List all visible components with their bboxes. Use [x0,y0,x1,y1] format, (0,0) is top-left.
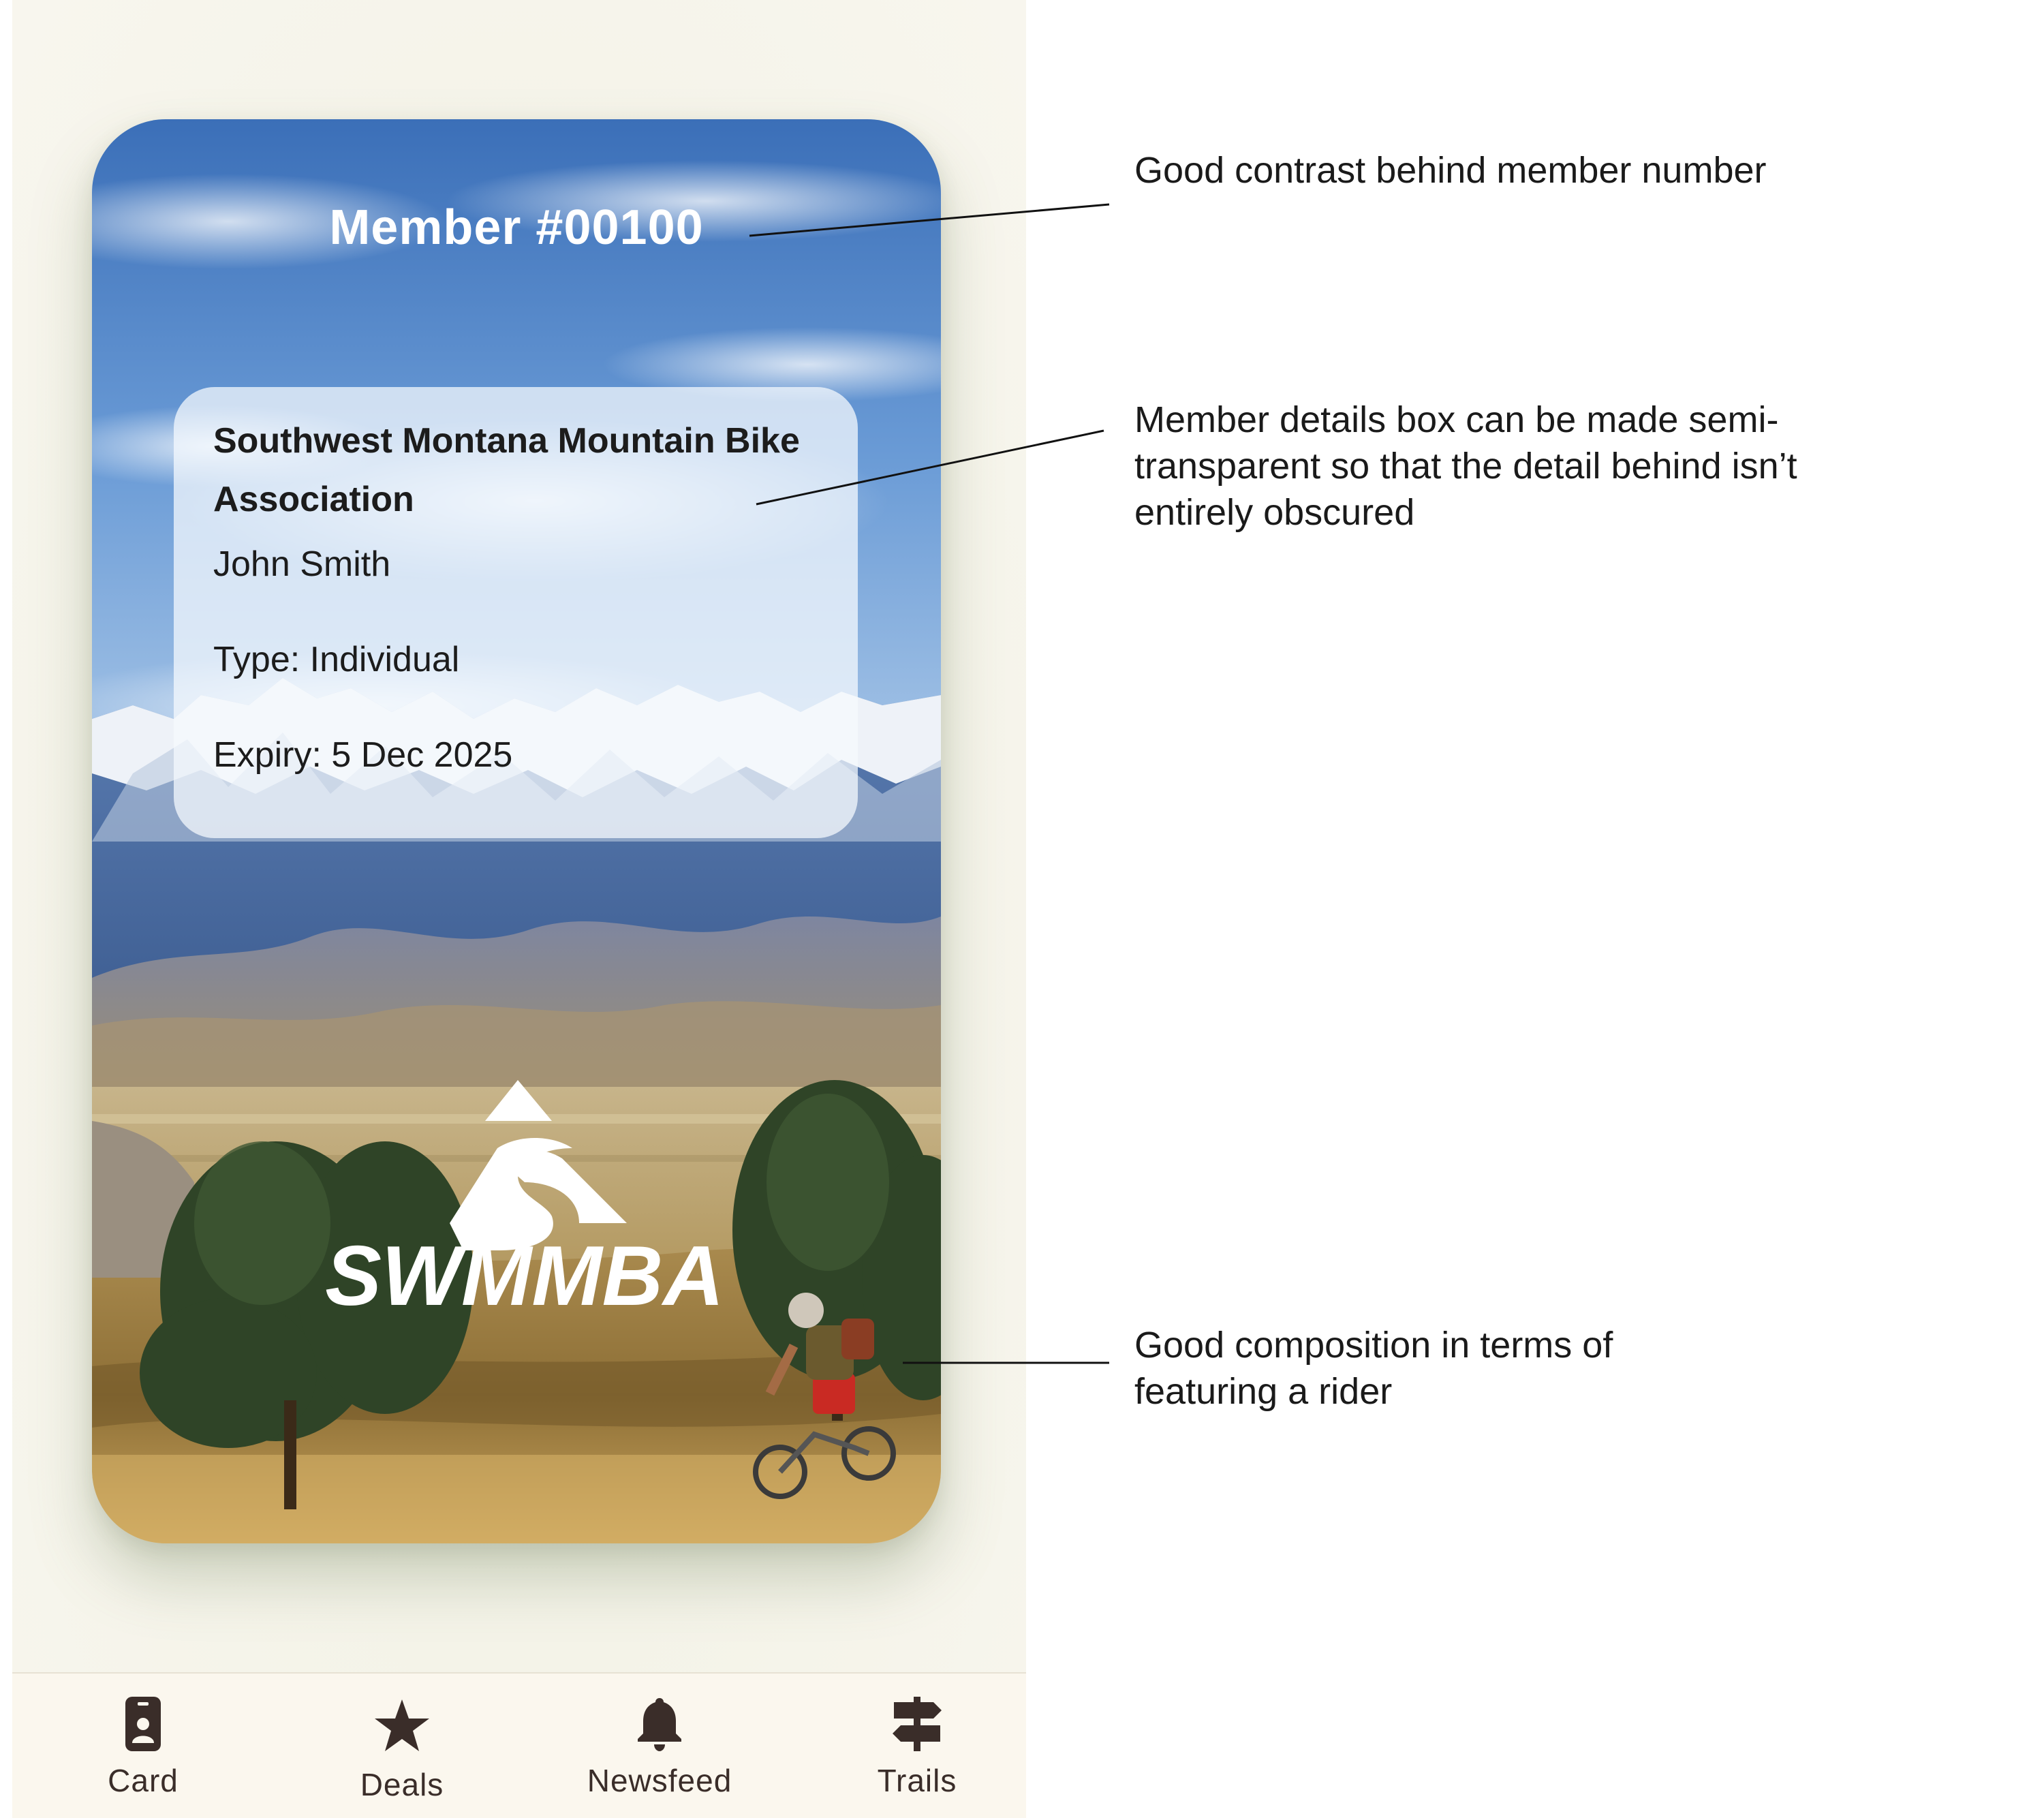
membership-expiry: Expiry: 5 Dec 2025 [213,735,513,775]
member-number: Member #00100 [329,200,704,255]
nav-label-trails: Trails [877,1763,957,1798]
logo-wordmark: SWMMBA [325,1229,724,1312]
nav-label-newsfeed: Newsfeed [587,1763,732,1798]
membership-type: Type: Individual [213,640,460,679]
nav-label-deals: Deals [360,1767,444,1802]
callout-line-details-box [756,431,1104,504]
callout-line-member-number [749,204,1109,236]
annotation-member-number: Good contrast behind member number [1134,150,1767,191]
annotation-rider: Good composition in terms of featuring a rider [1134,1325,1613,1412]
annotation-details-box: Member details box can be made semi-transparent so that the detail behind isn’t entirely obscured [1134,399,1797,533]
member-name: John Smith [213,544,391,584]
organization-name: Southwest Montana Mountain Bike Association [213,421,800,519]
nav-label-card: Card [108,1763,179,1798]
